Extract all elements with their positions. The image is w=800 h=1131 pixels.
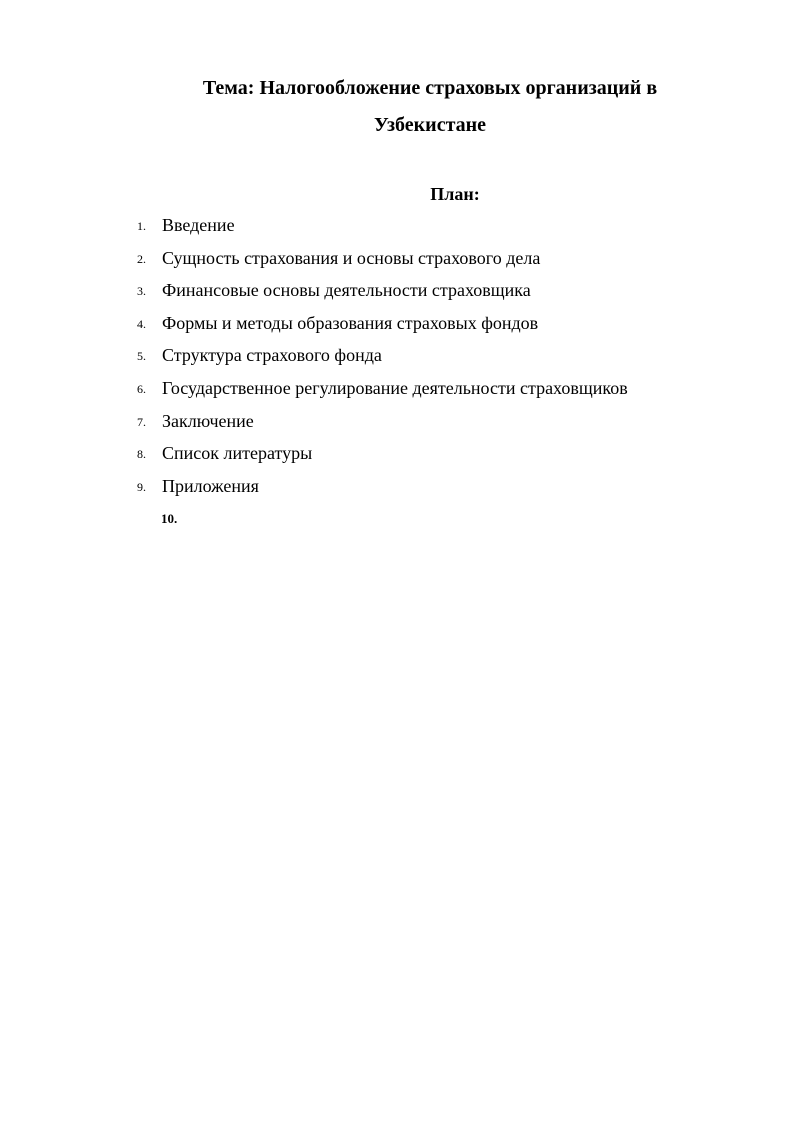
list-item-number: 5. <box>137 349 146 364</box>
list-item-number: 4. <box>137 316 146 331</box>
list-item <box>0 407 800 440</box>
list-item-text: Структура страхового фонда <box>162 345 382 366</box>
list-item-text: Введение <box>162 215 235 235</box>
list-item <box>0 439 800 472</box>
trailing-list-number: 10. <box>161 511 178 526</box>
list-item-number: 9. <box>137 479 146 494</box>
list-item-number: 3. <box>137 284 146 299</box>
list-item-text: Финансовые основы деятельности страховщика <box>162 280 531 301</box>
list-item <box>0 276 800 309</box>
list-item-number: 1. <box>137 219 146 233</box>
list-item-text: Заключение <box>162 410 254 431</box>
plan-heading: План: <box>430 184 480 204</box>
list-item-number: 6. <box>137 381 146 396</box>
list-item <box>0 309 800 342</box>
title-line-2: Узбекистане <box>373 114 487 136</box>
document-title <box>160 70 700 144</box>
plan-list <box>0 211 800 504</box>
list-item-number: 7. <box>137 414 146 429</box>
list-item-text: Государственное регулирование деятельности страховщиков <box>162 377 628 398</box>
title-line-1: Тема: Налогообложение страховых организаций в <box>202 77 658 99</box>
list-item <box>0 374 800 407</box>
list-item <box>0 211 800 244</box>
list-item <box>0 341 800 374</box>
list-item-text: Формы и методы образования страховых фондов <box>162 312 539 333</box>
list-item-text: Приложения <box>162 475 259 496</box>
list-item-number: 8. <box>137 447 146 462</box>
list-item <box>0 244 800 277</box>
list-item <box>0 472 800 505</box>
list-item-number: 2. <box>137 251 146 266</box>
list-item-text: Сущность страхования и основы страхового дела <box>162 247 541 268</box>
list-item-text: Список литературы <box>162 443 313 464</box>
